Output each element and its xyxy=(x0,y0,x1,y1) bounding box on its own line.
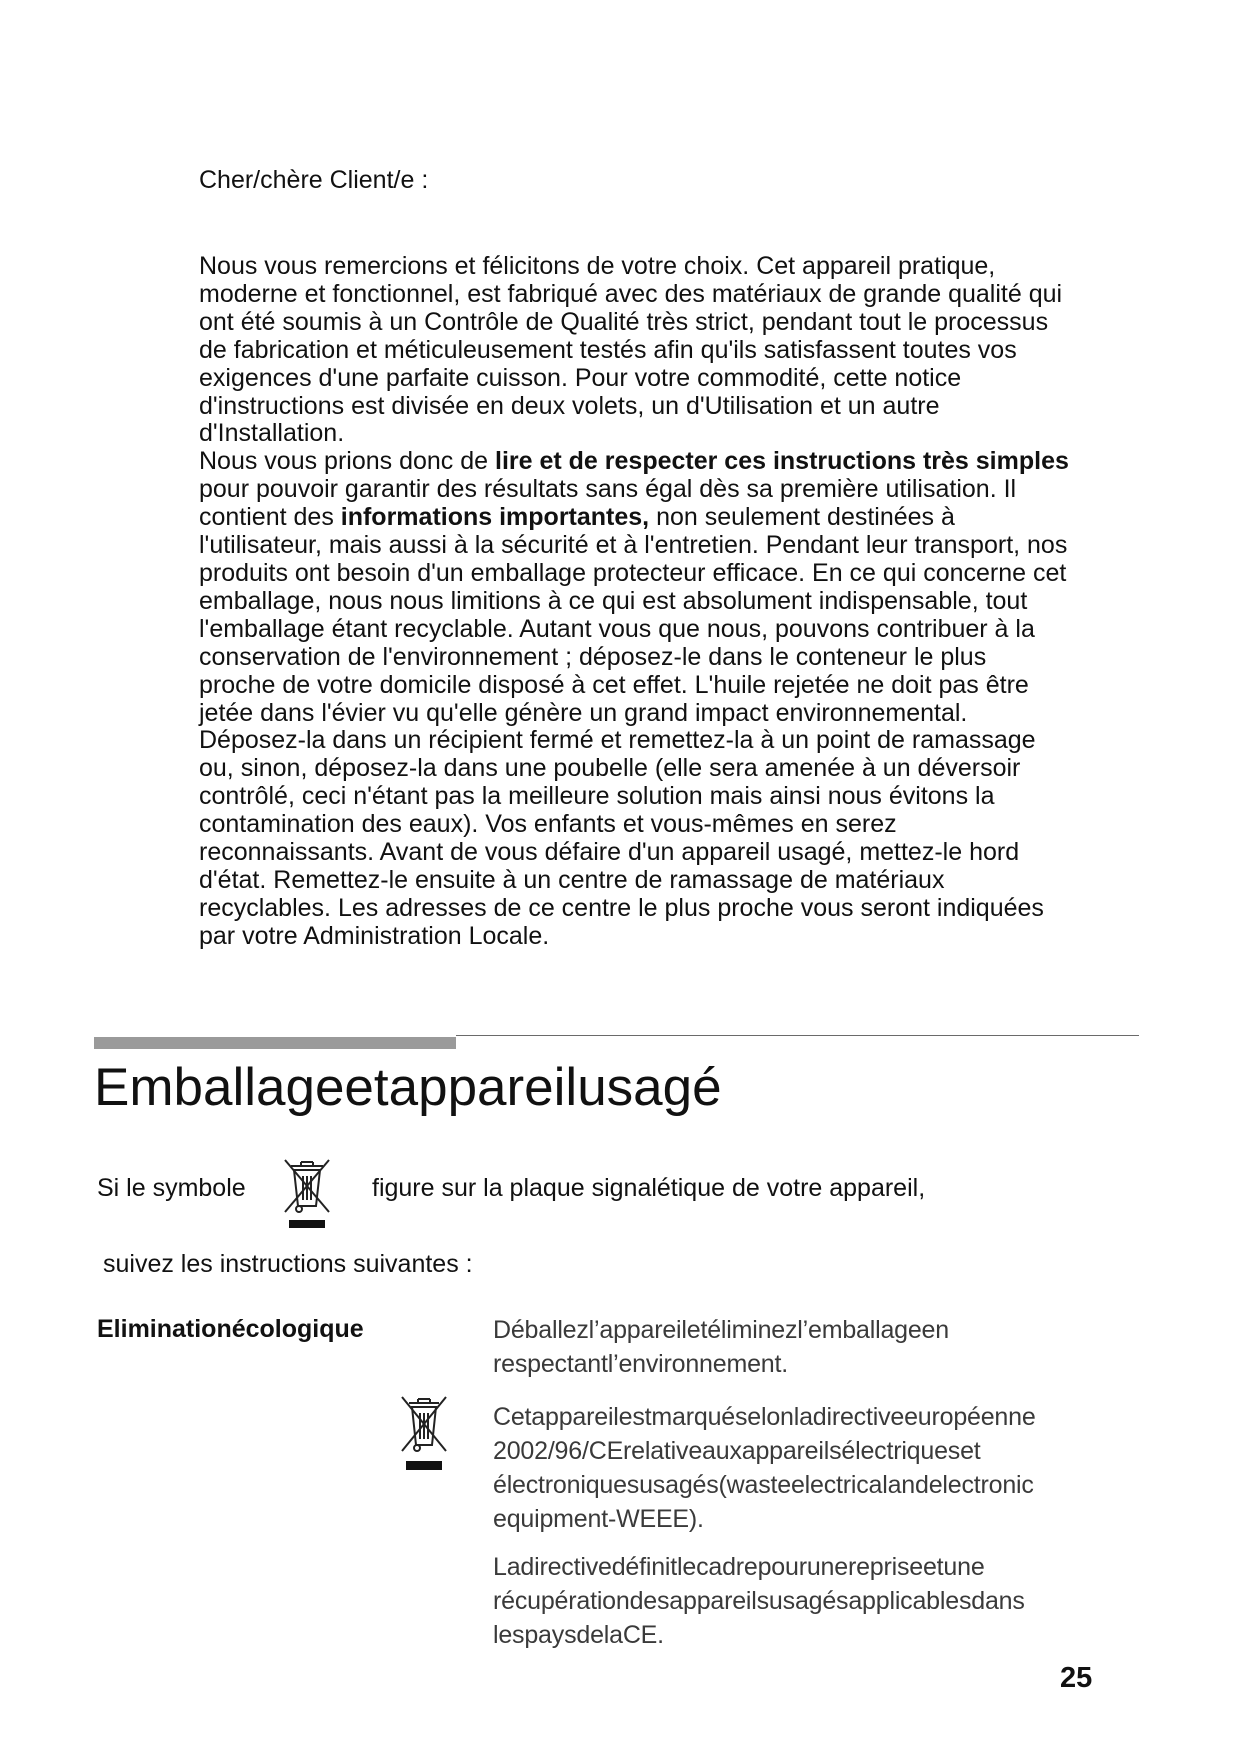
elimination-paragraph: Cetappareilestmarquéselonladirectiveeuropéenne 2002/96/CErelativeauxappareilsélectriqueset électroniquesusagés(wasteelectricalandelectronic equipment-WEEE). xyxy=(493,1403,1036,1533)
crossed-out-wheelie-bin-icon xyxy=(396,1393,452,1473)
symbol-sentence xyxy=(97,1172,1137,1232)
intro-segment: Nous vous remercions et félicitons de votre choix. Cet appareil pratique, moderne et fonctionnel, est fabriqué avec des matériaux de grande qualité qui ont été soumis à un Contrôle de Qualité très strict, pendant tout le processus de fabrication et méticuleusement testés afin qu'ils satisfassent toutes vos exigences d'une parfaite cuisson. Pour votre commodité, cette notice d'instructions est divisée en deux volets, un d'Utilisation et un autre d'Installation. xyxy=(199,252,1063,448)
letter-intro xyxy=(199,253,1069,951)
page-number: 25 xyxy=(1060,1662,1093,1694)
elimination-heading: Eliminationécologique xyxy=(97,1315,364,1343)
intro-bold-segment: lire et de respecter ces instructions très simples xyxy=(495,447,1069,476)
symbol-sentence-start: Si le symbole xyxy=(97,1174,246,1202)
section-title: Emballageetappareilusagé xyxy=(94,1058,722,1117)
crossed-out-wheelie-bin-icon xyxy=(277,1156,337,1232)
intro-segment: pour pouvoir garantir des résultats sans égal dès sa première utilisation. Il contient des xyxy=(199,475,1017,532)
intro-segment: non seulement destinées à l'utilisateur, mais aussi à la sécurité et à l'entretien. Pendant leur transport, nos produits ont besoin d'un emballage protecteur efficace. En ce qui concerne cet emballage, nous nous limitions à ce qui est absolument indispensable, tout l'emballage étant recyclable. Autant vous que nous, pouvons contribuer à la conservation de l'environnement ; déposez-le dans le conteneur le plus proche de votre domicile disposé à cet effet. L'huile rejetée ne doit pas être jetée dans l'évier vu qu'elle génère un grand impact environnemental. Déposez-la dans un récipient fermé et remettez-la à un point de ramassage ou, sinon, déposez-la dans une poubelle (elle sera amenée à un déversoir contrôlé, ceci n'étant pas la meilleure solution mais ainsi nous évitons la contamination des eaux). Vos enfants et vous-mêmes en serez reconnaissants. Avant de vous défaire d'un appareil usagé, mettez-le hord d'état. Remettez-le ensuite à un centre de ramassage de matériaux recyclables. Les adresses de ce centre le plus proche vous seront indiquées par votre Administration Locale. xyxy=(199,503,1068,950)
section-rule-thick xyxy=(94,1037,456,1049)
symbol-sentence-end: figure sur la plaque signalétique de votre appareil, xyxy=(372,1174,926,1202)
intro-bold-segment: informations importantes, xyxy=(340,503,650,532)
letter-greeting: Cher/chère Client/e : xyxy=(199,166,429,194)
section-rule-thin xyxy=(456,1035,1139,1036)
follow-instructions-text: suivez les instructions suivantes : xyxy=(103,1250,473,1278)
elimination-paragraph: Ladirectivedéfinitlecadrepourunerepriseetune récupérationdesappareilsusagésapplicablesdans lespaysdelaCE. xyxy=(493,1553,1025,1649)
intro-segment: Nous vous prions donc de xyxy=(199,447,496,476)
elimination-paragraph: Déballezl’appareiletéliminezl’emballageen respectantl’environnement. xyxy=(493,1316,949,1378)
